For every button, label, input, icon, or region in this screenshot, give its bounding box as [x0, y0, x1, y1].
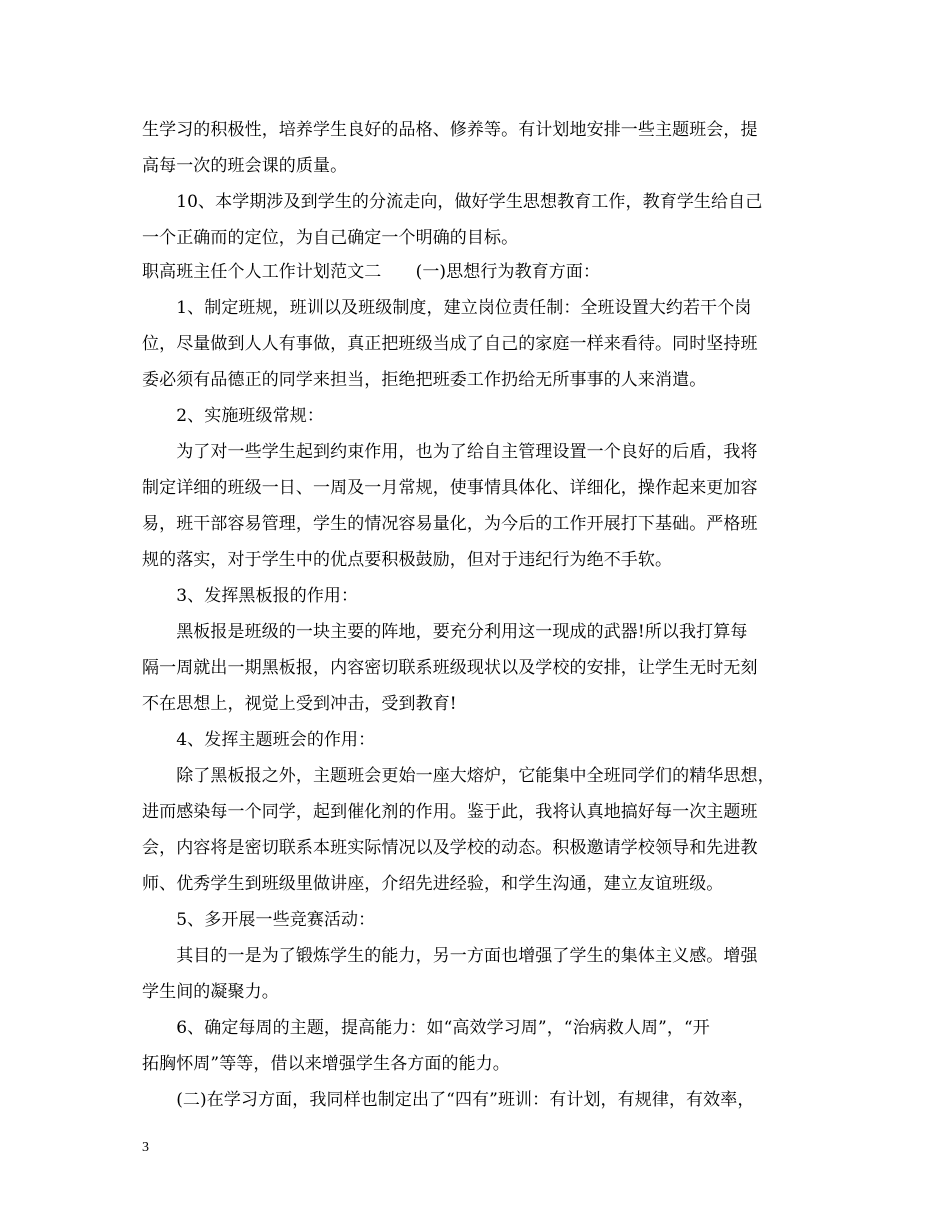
body-text-line: 10、本学期涉及到学生的分流走向，做好学生思想教育工作，教育学生给自己: [142, 192, 763, 212]
body-text-line: 委必须有品德正的同学来担当，拒绝把班委工作扔给无所事事的人来消遣。: [142, 370, 707, 390]
body-text-line: 会，内容将是密切联系本班实际情况以及学校的动态。积极邀请学校领导和先进教: [142, 838, 758, 858]
body-text-line: 规的落实，对于学生中的优点要积极鼓励，但对于违纪行为绝不手软。: [142, 550, 673, 570]
body-text-line: 1、制定班规，班训以及班级制度，建立岗位责任制：全班设置大约若干个岗: [142, 298, 752, 318]
body-text-line: 易，班干部容易管理，学生的情况容易量化，为今后的工作开展打下基础。严格班: [142, 514, 758, 534]
body-text-line: 制定详细的班级一日、一周及一月常规，使事情具体化、详细化，操作起来更加容: [142, 478, 758, 498]
page-number: 3: [142, 1140, 149, 1155]
body-text-line: 进而感染每一个同学，起到催化剂的作用。鉴于此，我将认真地搞好每一次主题班: [142, 802, 758, 822]
body-text-line: 不在思想上，视觉上受到冲击，受到教育!: [142, 694, 457, 714]
body-text-line: 位，尽量做到人人有事做，真正把班级当成了自己的家庭一样来看待。同时坚持班: [142, 334, 758, 354]
body-text-line: 拓胸怀周”等等，借以来增强学生各方面的能力。: [142, 1054, 510, 1074]
body-text-line: 学生间的凝聚力。: [142, 982, 279, 1002]
subheading-line: 5、多开展一些竞赛活动：: [142, 910, 376, 930]
body-text-line: 高每一次的班会课的质量。: [142, 156, 348, 176]
body-text-line: 6、确定每周的主题，提高能力：如“高效学习周”，“治病救人周”，“开: [142, 1018, 710, 1038]
body-text-line: (二)在学习方面，我同样也制定出了“四有”班训：有计划，有规律，有效率，: [142, 1090, 755, 1110]
subheading-line: 3、发挥黑板报的作用：: [142, 586, 359, 606]
subheading-line: 4、发挥主题班会的作用：: [142, 730, 376, 750]
subheading-line: 2、实施班级常规：: [142, 406, 324, 426]
body-text-line: 黑板报是班级的一块主要的阵地，要充分利用这一现成的武器!所以我打算每: [142, 622, 748, 642]
body-text-line: 隔一周就出一期黑板报，内容密切联系班级现状以及学校的安排，让学生无时无刻: [142, 658, 758, 678]
body-text-line: 为了对一些学生起到约束作用，也为了给自主管理设置一个良好的后盾，我将: [142, 442, 758, 462]
body-text-line: 除了黑板报之外，主题班会更始一座大熔炉，它能集中全班同学们的精华思想，: [142, 766, 775, 786]
body-text-line: 其目的一是为了锻炼学生的能力，另一方面也增强了学生的集体主义感。增强: [142, 946, 758, 966]
body-text-line: 师、优秀学生到班级里做讲座，介绍先进经验，和学生沟通，建立友谊班级。: [142, 874, 724, 894]
body-text-line: 一个正确而的定位，为自己确定一个明确的目标。: [142, 228, 519, 248]
body-text-line: 生学习的积极性，培养学生良好的品格、修养等。有计划地安排一些主题班会，提: [142, 120, 758, 140]
section-heading-line: 职高班主任个人工作计划范文二 (一)思想行为教育方面：: [142, 262, 601, 282]
